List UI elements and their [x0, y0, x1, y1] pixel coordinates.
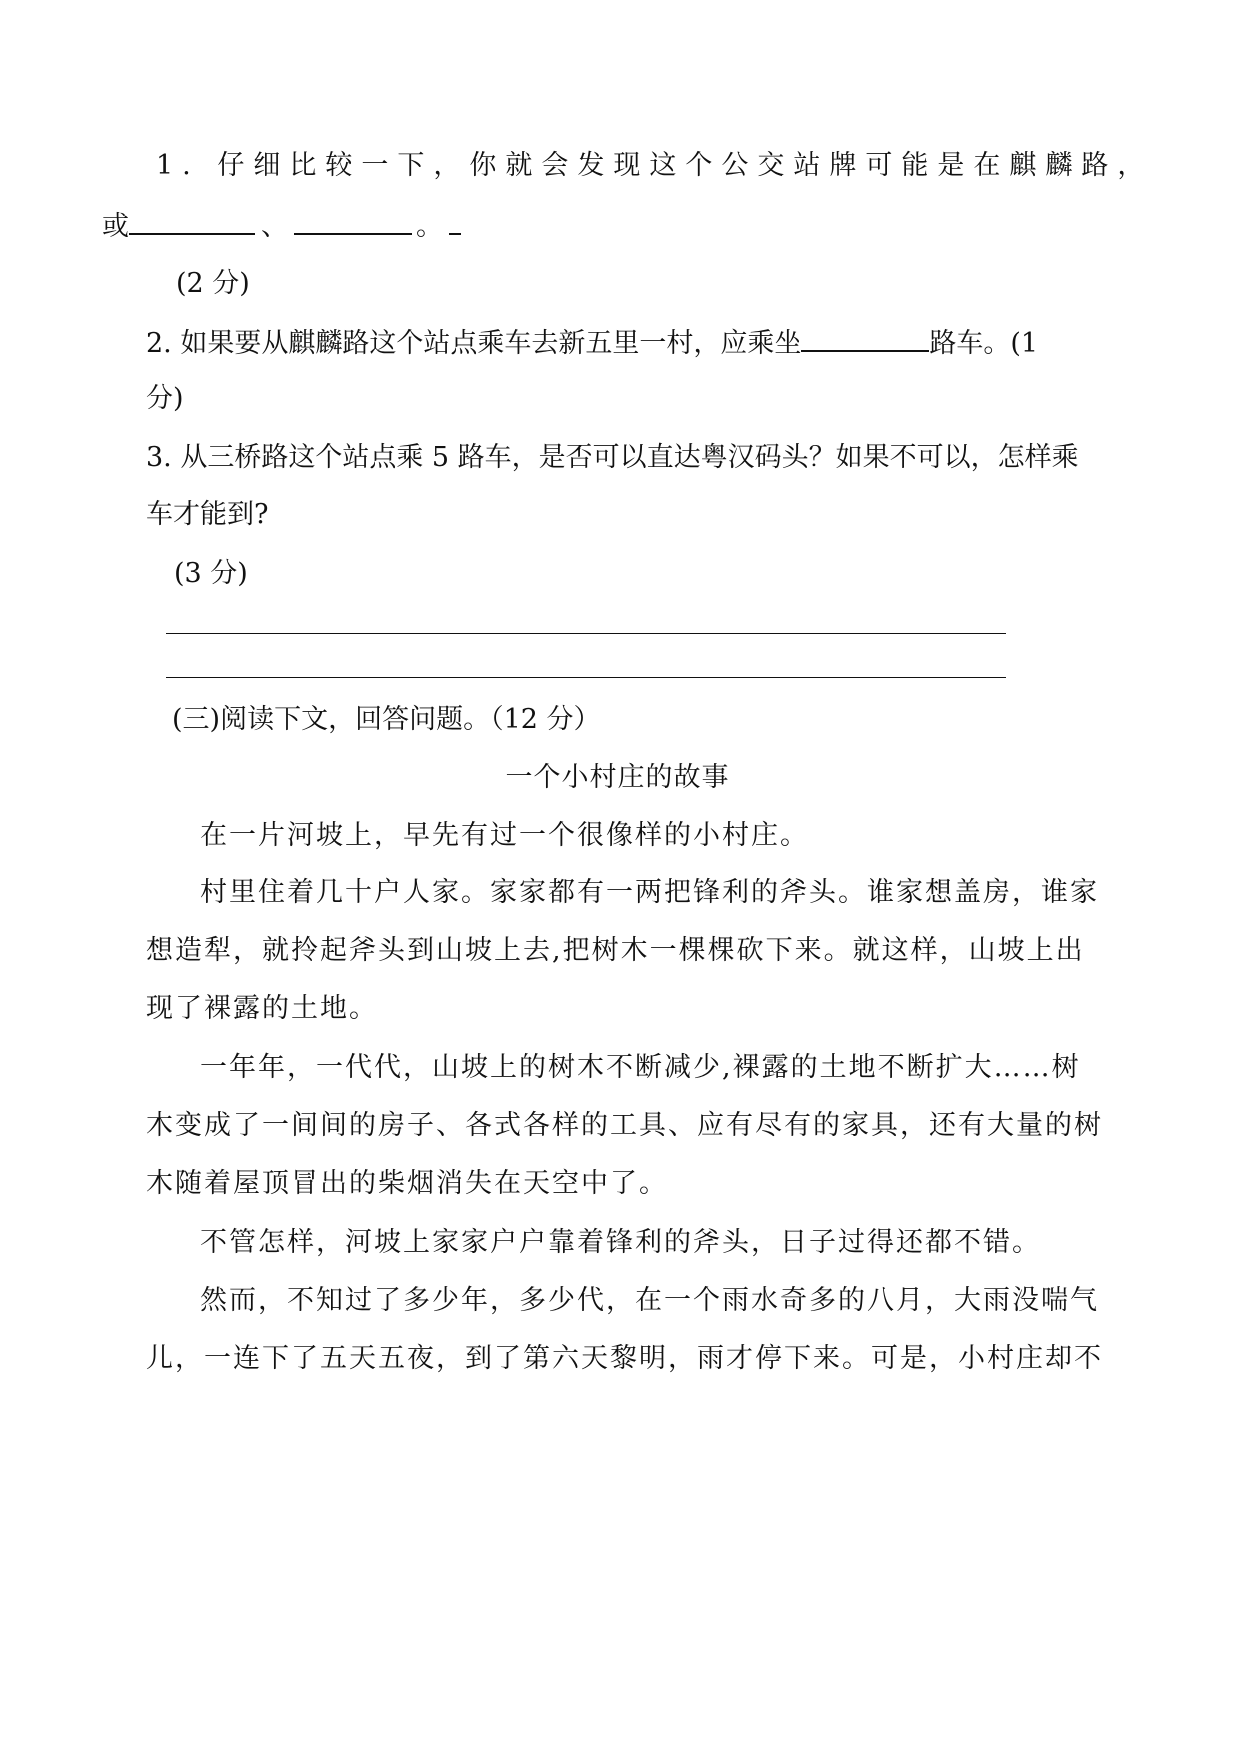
q3-answer-line-2[interactable]	[166, 677, 1006, 678]
q3-answer-line-1[interactable]	[166, 633, 1006, 634]
q2-text-end: 路车。(1	[929, 328, 1039, 359]
q1-or-text: 或	[102, 211, 129, 242]
q3-line1: 3. 从三桥路这个站点乘 5 路车，是否可以直达粤汉码头？如果不可以，怎样乘	[146, 442, 1079, 473]
q3-line2: 车才能到?	[146, 499, 269, 530]
q3-score: (3 分)	[174, 558, 248, 589]
q1-score: (2 分)	[176, 268, 250, 299]
q2-line1	[146, 324, 1038, 362]
passage-p5-line1: 然而，不知过了多少年，多少代，在一个雨水奇多的八月，大雨没喘气	[200, 1285, 1099, 1316]
passage-p4: 不管怎样，河坡上家家户户靠着锋利的斧头，日子过得还都不错。	[200, 1227, 1041, 1258]
passage-title: 一个小村庄的故事	[505, 762, 730, 793]
q2-line2: 分)	[146, 383, 184, 414]
passage-p3-line2: 木变成了一间间的房子、各式各样的工具、应有尽有的家具，还有大量的树	[146, 1110, 1103, 1141]
q1-line1: 1. 仔细比较一下，你就会发现这个公交站牌可能是在麒麟路，	[156, 150, 1154, 181]
q1-trailing-underline	[449, 207, 461, 235]
q1-answer-blank-2[interactable]	[294, 207, 412, 235]
passage-p5-line2: 儿，一连下了五天五夜，到了第六天黎明，雨才停下来。可是，小村庄却不	[146, 1343, 1103, 1374]
passage-p3-line3: 木随着屋顶冒出的柴烟消失在天空中了。	[146, 1168, 668, 1199]
q2-answer-blank[interactable]	[801, 324, 929, 352]
passage-p1: 在一片河坡上，早先有过一个很像样的小村庄。	[200, 820, 809, 851]
passage-p2-line2: 想造犁，就拎起斧头到山坡上去,把树木一棵棵砍下来。就这样，山坡上出	[146, 935, 1085, 966]
q1-separator: 、	[261, 211, 288, 242]
q1-line2	[102, 207, 461, 245]
passage-p2-line3: 现了裸露的土地。	[146, 993, 378, 1024]
section3-heading: (三)阅读下文，回答问题。（12 分）	[172, 704, 601, 735]
q1-period: 。	[416, 211, 443, 242]
passage-p2-line1: 村里住着几十户人家。家家都有一两把锋利的斧头。谁家想盖房，谁家	[200, 877, 1099, 908]
q1-answer-blank-1[interactable]	[129, 207, 255, 235]
q2-text: 2. 如果要从麒麟路这个站点乘车去新五里一村，应乘坐	[146, 328, 802, 359]
passage-p3-line1: 一年年，一代代，山坡上的树木不断减少,裸露的土地不断扩大……树	[200, 1052, 1081, 1083]
